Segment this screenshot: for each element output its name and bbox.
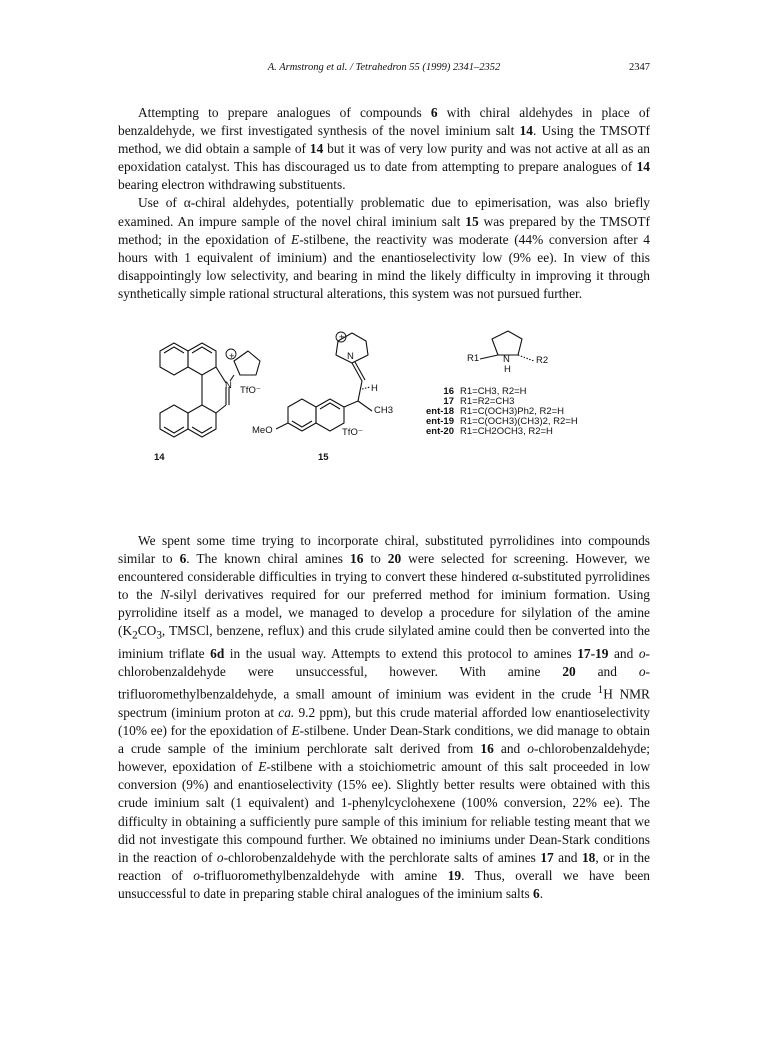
pyrrolidine-r1: R1	[467, 353, 480, 364]
compound-14-plus: +	[229, 351, 235, 362]
paragraph-1: Attempting to prepare analogues of compounds 6 with chiral aldehydes in place of benzaldehyde, we first investigated synthesis of the novel iminium salt 14. Using the TMSOTf method, we did obtain a sample of 14 but it was of very low purity and was not active at all as an epoxidation catalyst. This has discouraged us to date from attempting to prepare analogues of 14 bearing electron withdrawing substituents.	[118, 105, 651, 193]
compound-14-number: 14	[154, 452, 165, 463]
compound-15-methoxy: MeO	[252, 425, 273, 436]
legend-description: R1=R2=CH3	[460, 396, 515, 407]
body-text-bottom	[118, 532, 650, 903]
body-text-top	[118, 104, 650, 303]
legend-description: R1=CH2OCH3, R2=H	[460, 426, 553, 437]
compound-15-methyl: CH3	[374, 405, 394, 416]
legend-compound: 16	[443, 386, 454, 397]
compound-15-number: 15	[318, 452, 329, 463]
compound-14-counterion: TfO⁻	[240, 385, 261, 396]
pyrrolidine-h: H	[504, 364, 511, 375]
pyrrolidine-n: N	[503, 354, 510, 365]
page-number: 2347	[629, 62, 650, 73]
legend-compound: ent-18	[426, 406, 454, 417]
legend-description: R1=CH3, R2=H	[460, 386, 527, 397]
paragraph-2: Use of α-chiral aldehydes, potentially problematic due to epimerisation, was also briefly examined. An impure sample of the novel chiral iminium salt 15 was prepared by the TMSOTf method; in the epoxidation of E-stilbene, the reactivity was moderate (44% conversion after 4 hours with 1 equivalent of iminium) and the enantioselectivity low (9% ee). In view of this disappointingly low selectivity, and bearing in mind the likely difficulty in improving it through synthetically simple rational structural alterations, this system was not pursued further.	[118, 195, 650, 301]
compound-15-naphthyl	[276, 332, 372, 431]
compound-15-counterion: TfO⁻	[342, 427, 363, 438]
legend-compound: ent-20	[426, 426, 454, 437]
structures-figure	[118, 325, 650, 485]
legend-description: R1=C(OCH3)Ph2, R2=H	[460, 406, 565, 417]
compound-15-n: N	[347, 351, 354, 362]
paragraph-3: We spent some time trying to incorporate chiral, substituted pyrrolidines into compounds similar to 6. The known chiral amines 16 to 20 were selected for screening. However, we encountered considerable difficulties in trying to convert these hindered α-substituted pyrrolidines to the N-silyl derivatives required for our preferred method for iminium formation. Using pyrrolidine itself as a model, we managed to develop a procedure for silylation of the amine ($K_2CO_3$, TMSCl, benzene, reflux) and this crude silylated amine could then be converted into the iminium triflate 6d in the usual way. Attempts to extend this protocol to amines 17-19 and o-chlorobenzaldehyde were unsuccessful, however. With amine 20 and o-trifluoromethylbenzaldehyde, a small amount of iminium was evident in the crude $^1$H NMR spectrum (iminium proton at ca. 9.2 ppm), but this crude material afforded low enantioselectivity (10% ee) for the epoxidation of E-stilbene. Under Dean-Stark conditions, we did manage to obtain a crude sample of the iminium perchlorate salt derived from 16 and o-chlorobenzaldehyde; however, epoxidation of E-stilbene with a stoichiometric amount of this salt proceeded in low conversion (9%) and enantioselectivity (15% ee). Slightly better results were obtained with this crude iminium salt (1 equivalent) and 1-phenylcyclohexene (100% conversion, 22% ee). The difficulty in obtaining a sufficiently pure sample of this iminium for reliable testing meant that we did not investigate this compound further. We obtained no iminiums under Dean-Stark conditions in the reaction of o-chlorobenzaldehyde with the perchlorate salts of amines 17 and 18, or in the reaction of o-trifluoromethylbenzaldehyde with amine 19. Thus, overall we have been unsuccessful to date in preparing stable chiral analogues of the iminium salts 6.	[118, 533, 650, 901]
pyrrolidine-r2: R2	[536, 355, 549, 366]
legend-compound: ent-19	[426, 416, 454, 427]
legend-description: R1=C(OCH3)(CH3)2, R2=H	[460, 416, 578, 427]
header-citation: A. Armstrong et al. / Tetrahedron 55 (1999) 2341–2352	[267, 62, 501, 73]
running-header	[118, 62, 650, 78]
compound-15-h: H	[371, 383, 378, 394]
legend-compound: 17	[443, 396, 454, 407]
compound-15-plus: +	[339, 332, 345, 343]
compound-14-n: N	[225, 380, 232, 391]
legend-row	[416, 427, 553, 437]
